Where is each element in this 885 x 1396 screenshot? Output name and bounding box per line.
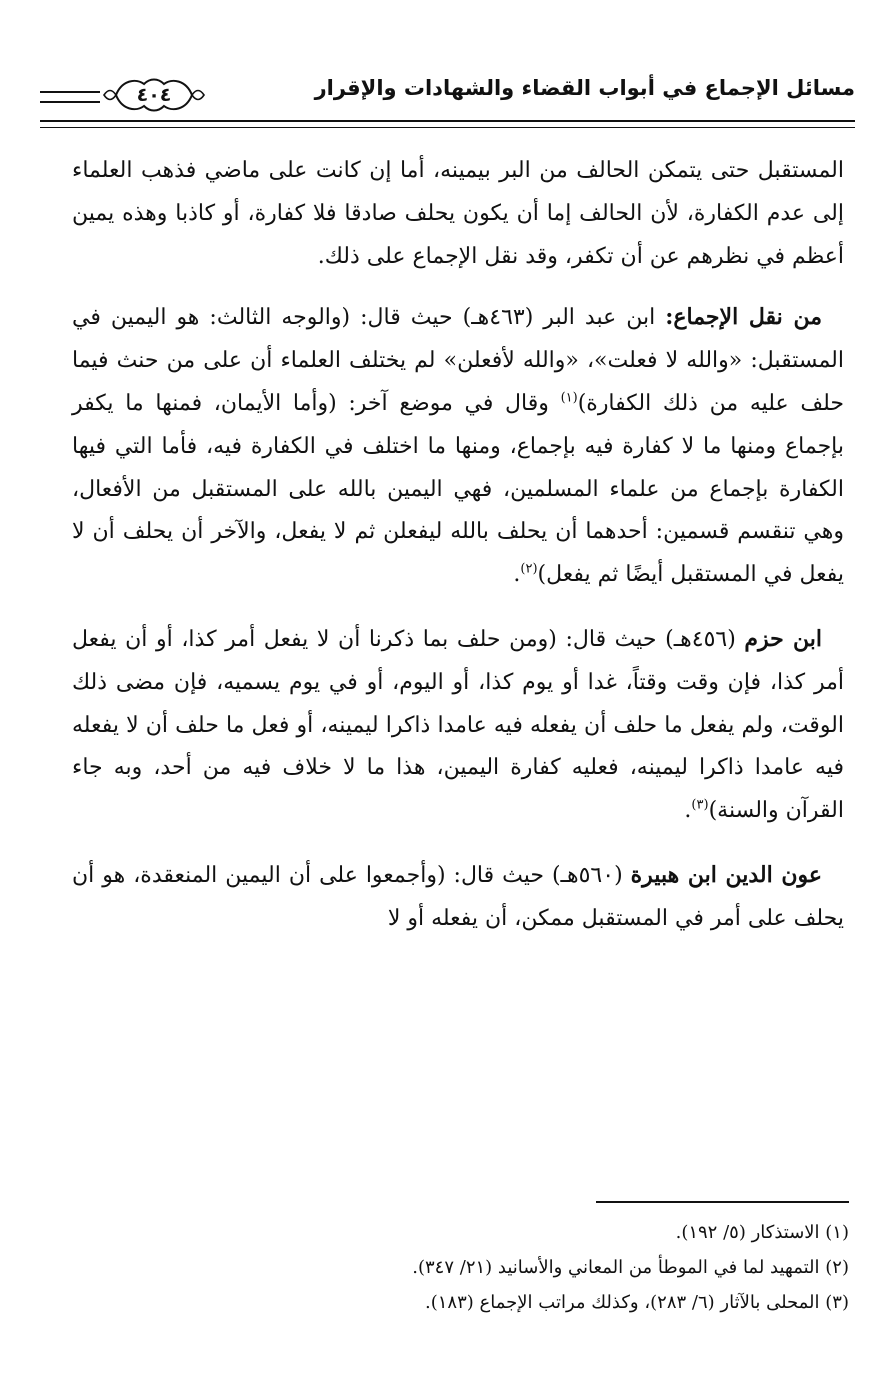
- paragraph-2-text-b: وقال في موضع آخر: (وأما الأيمان، فمنها ما يكفر بإجماع ومنها ما لا كفارة فيه بإجماع، ومنها ما اختلف في الكفارة فيه، فأما التي فيها الكفارة بإجماع من علماء المسلمين، فهي اليمين بالله على المستقبل من الأفعال، وهي تنقسم قسمين: أحدهما أن يحلف بالله ليفعلن ثم لا يفعل، والآخر أن يحلف أن لا يفعل في المستقبل أيضًا ثم يفعل): [72, 390, 844, 588]
- paragraph-3-text-a: (٤٥٦هـ) حيث قال: (ومن حلف بما ذكرنا أن لا يفعل أمر كذا، أو أن يفعل أمر كذا، فإن وقت وقتاً، غدا أو يوم كذا، أو اليوم، أو في يوم يسميه، فإن مضى ذلك الوقت، ولم يفعل ما حلف أن يفعله فيه عامدا ذاكرا ليمينه، أو فعل ما حلف أن لا يفعله فيه عامدا ذاكرا ليمينه، فعليه كفارة اليمين، هذا ما لا خلاف فيه من أحد، وبه جاء القرآن والسنة): [72, 626, 845, 824]
- footnote-ref-2: (٢): [520, 561, 538, 577]
- paragraph-2-text-c: .: [513, 562, 521, 588]
- page-number-ornament: [102, 74, 206, 116]
- paragraph-4: [72, 854, 844, 941]
- running-title: مسائل الإجماع في أبواب القضاء والشهادات والإقرار: [314, 76, 855, 100]
- paragraph-3-lead: ابن حزم: [744, 625, 822, 652]
- paragraph-2: [72, 296, 844, 597]
- paragraph-3-text-c: .: [684, 798, 692, 824]
- footnote-separator: [596, 1201, 849, 1203]
- paragraph-3: [72, 618, 844, 833]
- paragraph-4-text-a: (٥٦٠هـ) حيث قال: (وأجمعوا على أن اليمين المنعقدة، هو أن يحلف على أمر في المستقبل ممكن، أن يفعله أو لا: [72, 862, 844, 931]
- footnote-ref-1: (١): [560, 390, 578, 406]
- footnotes: [72, 1215, 849, 1320]
- header-rule: [40, 120, 855, 128]
- paragraph-1: [72, 150, 844, 278]
- paragraph-1-text: المستقبل حتى يتمكن الحالف من البر بيمينه، أما إن كانت على ماضي فذهب العلماء إلى عدم الكفارة، لأن الحالف إما أن يكون يحلف صادقا فلا كفارة، أو كاذبا وهذه يمين أعظم في نظرهم عن أن تكفر، وقد نقل الإجماع على ذلك.: [72, 158, 844, 269]
- paragraph-2-lead: من نقل الإجماع:: [665, 304, 822, 331]
- paragraph-2-text-a: ابن عبد البر (٤٦٣هـ) حيث قال: (والوجه الثالث: هو اليمين في المستقبل: «والله لا فعلت»، «والله لأفعلن» لم يختلف العلماء أن على من حنث فيما حلف عليه من ذلك الكفارة): [72, 305, 844, 416]
- footnote-3: (٣) المحلى بالآثار (٦/ ٢٨٣)، وكذلك مراتب الإجماع (١٨٣).: [425, 1292, 849, 1313]
- header-dash-ornament: [40, 91, 100, 103]
- main-text: [72, 150, 844, 962]
- footnote-ref-3: (٣): [691, 797, 709, 813]
- paragraph-4-lead: عون الدين ابن هبيرة: [630, 861, 823, 888]
- page-header: [40, 70, 855, 130]
- page-number: ٤٠٤: [136, 84, 172, 106]
- footnote-1: (١) الاستذكار (٥/ ١٩٢).: [675, 1222, 849, 1243]
- footnote-2: (٢) التمهيد لما في الموطأ من المعاني والأسانيد (٢١/ ٣٤٧).: [412, 1257, 849, 1278]
